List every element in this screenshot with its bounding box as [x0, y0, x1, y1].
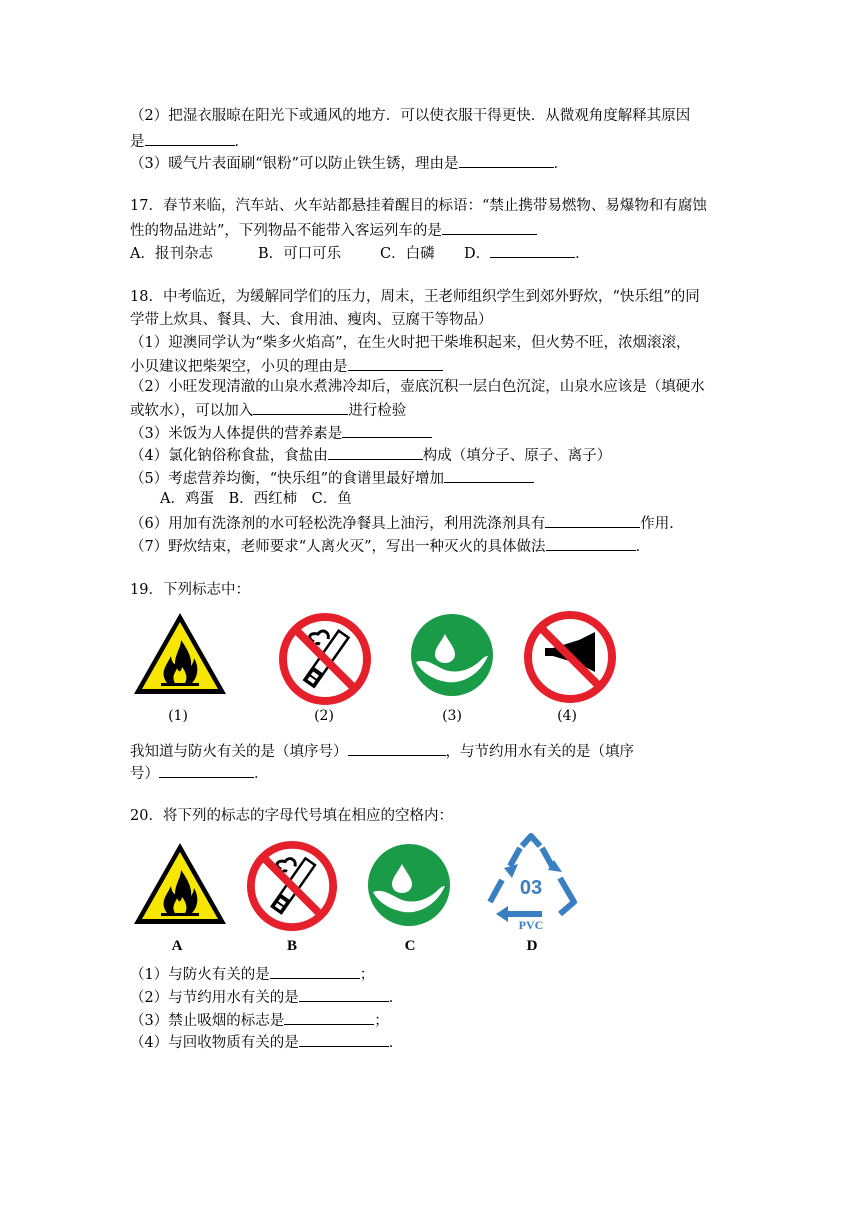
- q17-line1: 17．春节来临，汽车站、火车站都悬挂着醒目的标语：“禁止携带易燃物、易爆物和有腐蚀: [130, 198, 707, 214]
- answer-blank[interactable]: [299, 1031, 389, 1047]
- q19-answer-line1: 我知道与防火有关的是（填序号） ，与节约用水有关的是（填序: [130, 740, 634, 762]
- answer-blank[interactable]: [546, 535, 636, 551]
- sign-label: C: [404, 938, 416, 954]
- q18-line1: 18．中考临近，为缓解同学们的压力，周末，王老师组织学生到郊外野炊，“快乐组”的同: [130, 289, 700, 305]
- q20-part2: （2）与节约用水有关的是 ．: [130, 986, 403, 1008]
- option-c: C．白磷: [380, 246, 435, 262]
- q20-part4: （4）与回收物质有关的是 ．: [130, 1031, 403, 1053]
- q17-options: A．报刊杂志 B．可口可乐 C．白磷 D． ．: [130, 242, 590, 264]
- water-saving-sign: [366, 842, 452, 932]
- answer-blank[interactable]: [442, 219, 537, 235]
- q20-part1: （1）与防火有关的是 ；: [130, 963, 374, 985]
- sign-label: (1): [168, 708, 188, 724]
- q18-part5-options: A．鸡蛋 B．西红柿 C．鱼: [160, 491, 352, 507]
- answer-blank[interactable]: [328, 444, 423, 460]
- recycle-material: PVC: [518, 918, 544, 932]
- q18-part3: （3）米饭为人体提供的营养素是: [130, 422, 432, 444]
- recycle-pvc-icon: [482, 832, 580, 936]
- answer-blank[interactable]: [159, 762, 254, 778]
- sign-label: A: [171, 938, 183, 954]
- q18-part1-line1: （1）迎澳同学认为“柴多火焰高”，在生火时把干柴堆积起来，但火势不旺，浓烟滚滚，: [130, 335, 691, 351]
- answer-blank[interactable]: [545, 512, 640, 528]
- q20-part3: （3）禁止吸烟的标志是 ；: [130, 1009, 389, 1031]
- q18-part2-line2: 或软水），可以加入 进行检验: [130, 399, 406, 421]
- option-d: D．: [464, 246, 491, 262]
- recycle-number: 03: [519, 877, 543, 899]
- option-b: B．可口可乐: [258, 246, 342, 262]
- answer-blank[interactable]: [348, 740, 446, 756]
- answer-blank[interactable]: [444, 467, 534, 483]
- q18-line2: 学带上炊具、餐具、大、食用油、瘦肉、豆腐干等物品）: [130, 312, 493, 328]
- sign-label: (3): [442, 708, 462, 724]
- answer-blank[interactable]: [490, 242, 575, 258]
- q18-part7: （7）野炊结束，老师要求“人离火灭”，写出一种灭火的具体做法 ．: [130, 535, 650, 557]
- answer-blank[interactable]: [270, 963, 360, 979]
- q17-line2: 性的物品进站”，下列物品不能带入客运列车的是: [130, 219, 537, 241]
- sign-label: (2): [314, 708, 334, 724]
- q18-part5: （5）考虑营养均衡，“快乐组”的食谱里最好增加: [130, 467, 534, 489]
- sign-label: B: [286, 938, 297, 954]
- answer-blank[interactable]: [145, 130, 235, 146]
- answer-blank[interactable]: [348, 355, 443, 371]
- fire-hazard-sign: [131, 840, 229, 932]
- q16-part3: （3）暖气片表面刷“银粉”可以防止铁生锈，理由是 ．: [130, 152, 568, 174]
- answer-blank[interactable]: [253, 399, 348, 415]
- sign-label: D: [526, 938, 538, 954]
- q20-title: 20．将下列的标志的字母代号填在相应的空格内：: [130, 808, 453, 824]
- q18-part4: （4）氯化钠俗称食盐，食盐由 构成（填分子、原子、离子）: [130, 444, 611, 466]
- answer-blank[interactable]: [284, 1009, 374, 1025]
- q16-part2-line1: （2）把湿衣服晾在阳光下或通风的地方．可以使衣服干得更快．从微观角度解释其原因: [130, 108, 691, 124]
- sign-label: (4): [557, 708, 577, 724]
- fire-hazard-sign: [131, 610, 229, 702]
- water-saving-sign: [409, 612, 495, 702]
- q18-part2-line1: （2）小旺发现清澈的山泉水煮沸冷却后，壶底沉积一层白色沉淀，山泉水应该是（填硬水: [130, 379, 705, 395]
- option-a: A．报刊杂志: [130, 246, 213, 262]
- answer-blank[interactable]: [459, 152, 554, 168]
- answer-blank[interactable]: [342, 422, 432, 438]
- no-horn-sign: [523, 610, 617, 708]
- no-smoking-sign: [246, 840, 338, 936]
- no-smoking-sign: [278, 612, 372, 710]
- q16-part2-line2: 是 ．: [130, 130, 249, 152]
- answer-blank[interactable]: [299, 986, 389, 1002]
- q19-answer-line2: 号） ．: [130, 762, 269, 784]
- q18-part1-line2: 小贝建议把柴架空，小贝的理由是: [130, 355, 443, 377]
- q19-title: 19．下列标志中：: [130, 582, 250, 598]
- q18-part6: （6）用加有洗涤剂的水可轻松洗净餐具上油污，利用洗涤剂具有 作用．: [130, 512, 684, 534]
